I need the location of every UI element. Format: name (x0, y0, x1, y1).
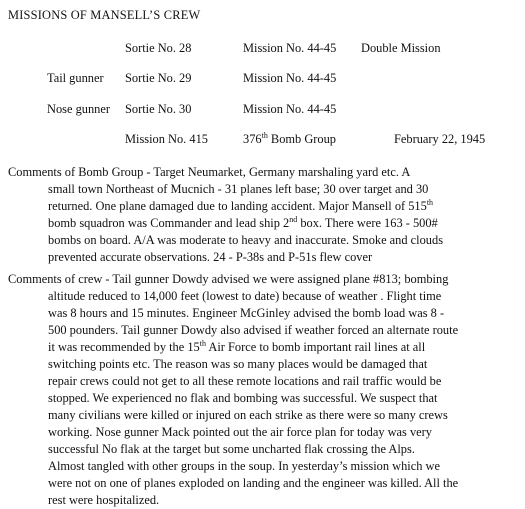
paragraph-line: switching points etc. The reason was so many places would be damaged that (48, 357, 428, 371)
bomb-group-number: 376 (243, 132, 262, 146)
paragraph-line: Comments of Bomb Group - Target Neumarket, Germany marshaling yard etc. A (8, 165, 411, 179)
paragraph-line: altitude reduced to 14,000 feet (lowest to date) because of weather . Flight time (48, 289, 442, 303)
ordinal-suffix: th (199, 338, 206, 348)
paragraph-line: many civilians were killed or injured on each strike as there were so many crews (48, 408, 448, 422)
line-text: bomb squadron was Commander and lead ship 2 (48, 216, 290, 230)
sortie-number: Sortie No. 29 (125, 71, 192, 85)
paragraph-line: prevented accurate observations. 24 - P-38s and P-51s flew cover (48, 250, 373, 264)
paragraph-line: Comments of crew - Tail gunner Dowdy advised we were assigned plane #813; bombing (8, 272, 449, 286)
sortie-row (0, 70, 525, 88)
ordinal-suffix: th (261, 130, 268, 140)
bomb-group-comments (8, 164, 518, 266)
paragraph-line: stopped. We experienced no flak and bombing was successful. We suspect that (48, 391, 438, 405)
sortie-number: Sortie No. 30 (125, 102, 192, 116)
paragraph-line: working. Nose gunner Mack pointed out the air force plan for today was very (48, 425, 432, 439)
mission-date: February 22, 1945 (394, 132, 486, 146)
paragraph-line: successful No flak at the target but some uncharted flak crossing the Alps. (48, 442, 415, 456)
ordinal-suffix: th (426, 197, 434, 207)
bomb-group (243, 131, 336, 148)
ordinal-suffix: nd (289, 214, 298, 224)
paragraph-line: rest were hospitalized. (48, 493, 160, 507)
paragraph-line: bombs on board. A/A was moderate to heavy and inaccurate. Smoke and clouds (48, 233, 444, 247)
mission-number: Mission No. 44-45 (243, 41, 337, 55)
line-text: Air Force to bomb important rail lines at all (205, 340, 426, 354)
mission-number: Mission No. 44-45 (243, 102, 337, 116)
sortie-row (0, 40, 525, 58)
sortie-row (0, 101, 525, 119)
line-text: box. There were 163 - 500# (297, 216, 438, 230)
document-title: MISSIONS OF MANSELL’S CREW (8, 8, 201, 22)
mission-number: Mission No. 415 (125, 132, 208, 146)
crew-role: Tail gunner (47, 71, 104, 85)
line-text: it was recommended by the 15 (48, 340, 200, 354)
paragraph-line: small town Northeast of Mucnich - 31 planes left base; 30 over target and 30 (48, 182, 429, 196)
paragraph-line: Almost tangled with other groups in the soup. In yesterday’s mission which we (48, 459, 440, 473)
paragraph-line (8, 339, 518, 356)
mission-row (0, 131, 525, 149)
bomb-group-label: Bomb Group (267, 132, 336, 146)
paragraph-line (8, 198, 518, 215)
crew-comments (8, 271, 518, 509)
paragraph-line: was 8 hours and 15 minutes. Engineer McGinley advised the bomb load was 8 - (48, 306, 445, 320)
paragraph-line: were not on one of planes exploded on landing and the engineer was killed. All the (48, 476, 459, 490)
line-text: returned. One plane damaged due to landing accident. Major Mansell of 515 (48, 199, 427, 213)
mission-note: Double Mission (361, 41, 441, 55)
paragraph-line: repair crews could not get to all these remote locations and rail traffic would be (48, 374, 442, 388)
sortie-number: Sortie No. 28 (125, 41, 192, 55)
paragraph-line (8, 215, 518, 232)
paragraph-line: 500 pounders. Tail gunner Dowdy also advised if weather forced an alternate route (48, 323, 459, 337)
mission-number: Mission No. 44-45 (243, 71, 337, 85)
crew-role: Nose gunner (47, 102, 110, 116)
